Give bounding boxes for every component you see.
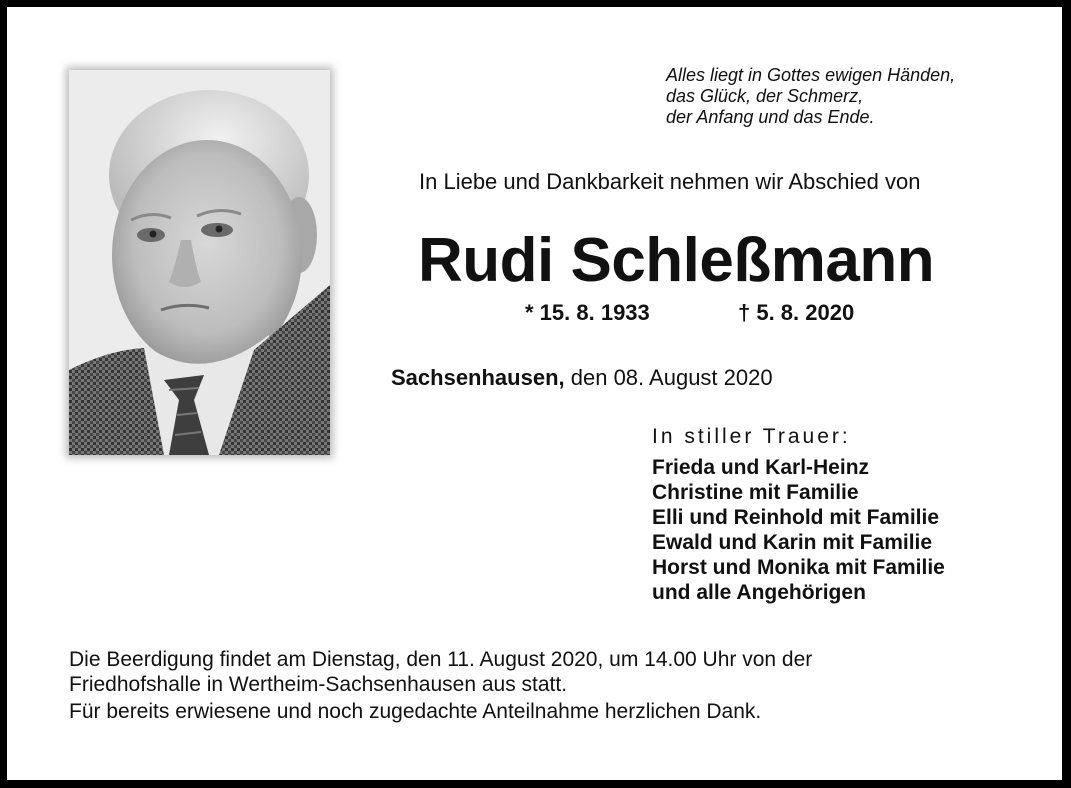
mourning-heading: In stiller Trauer: bbox=[652, 425, 851, 448]
verse-line: das Glück, der Schmerz, bbox=[666, 86, 864, 106]
mourner-entry: Horst und Monika mit Familie bbox=[652, 556, 945, 579]
mourner-entry: Frieda und Karl-Heinz bbox=[652, 456, 870, 479]
mourner-entry: Christine mit Familie bbox=[652, 481, 859, 504]
funeral-line: Die Beerdigung findet am Dienstag, den 11. August 2020, um 14.00 Uhr von der bbox=[69, 648, 813, 671]
funeral-line: Friedhofshalle in Wertheim-Sachsenhausen aus statt. bbox=[69, 673, 568, 696]
death-date: † 5. 8. 2020 bbox=[738, 300, 855, 325]
birth-date: * 15. 8. 1933 bbox=[525, 300, 650, 325]
deceased-name: Rudi Schleßmann bbox=[418, 226, 935, 295]
portrait-photo bbox=[69, 70, 330, 455]
farewell-intro: In Liebe und Dankbarkeit nehmen wir Abschied von bbox=[419, 169, 921, 194]
place-and-date bbox=[391, 365, 773, 391]
portrait-image-icon bbox=[69, 70, 330, 455]
place-name: Sachsenhausen, bbox=[391, 365, 565, 390]
verse-quote bbox=[666, 65, 955, 128]
funeral-info bbox=[69, 647, 812, 697]
thanks-note: Für bereits erwiesene und noch zugedachte Anteilnahme herzlichen Dank. bbox=[69, 700, 762, 723]
obituary-notice bbox=[7, 7, 1062, 780]
mourners-list bbox=[652, 455, 945, 605]
mourner-entry: Ewald und Karin mit Familie bbox=[652, 531, 933, 554]
mourner-entry: und alle Angehörigen bbox=[652, 581, 866, 604]
notice-date: den 08. August 2020 bbox=[564, 365, 773, 390]
mourner-entry: Elli und Reinhold mit Familie bbox=[652, 506, 940, 529]
verse-line: Alles liegt in Gottes ewigen Händen, bbox=[666, 65, 956, 85]
verse-line: der Anfang und das Ende. bbox=[666, 107, 875, 127]
